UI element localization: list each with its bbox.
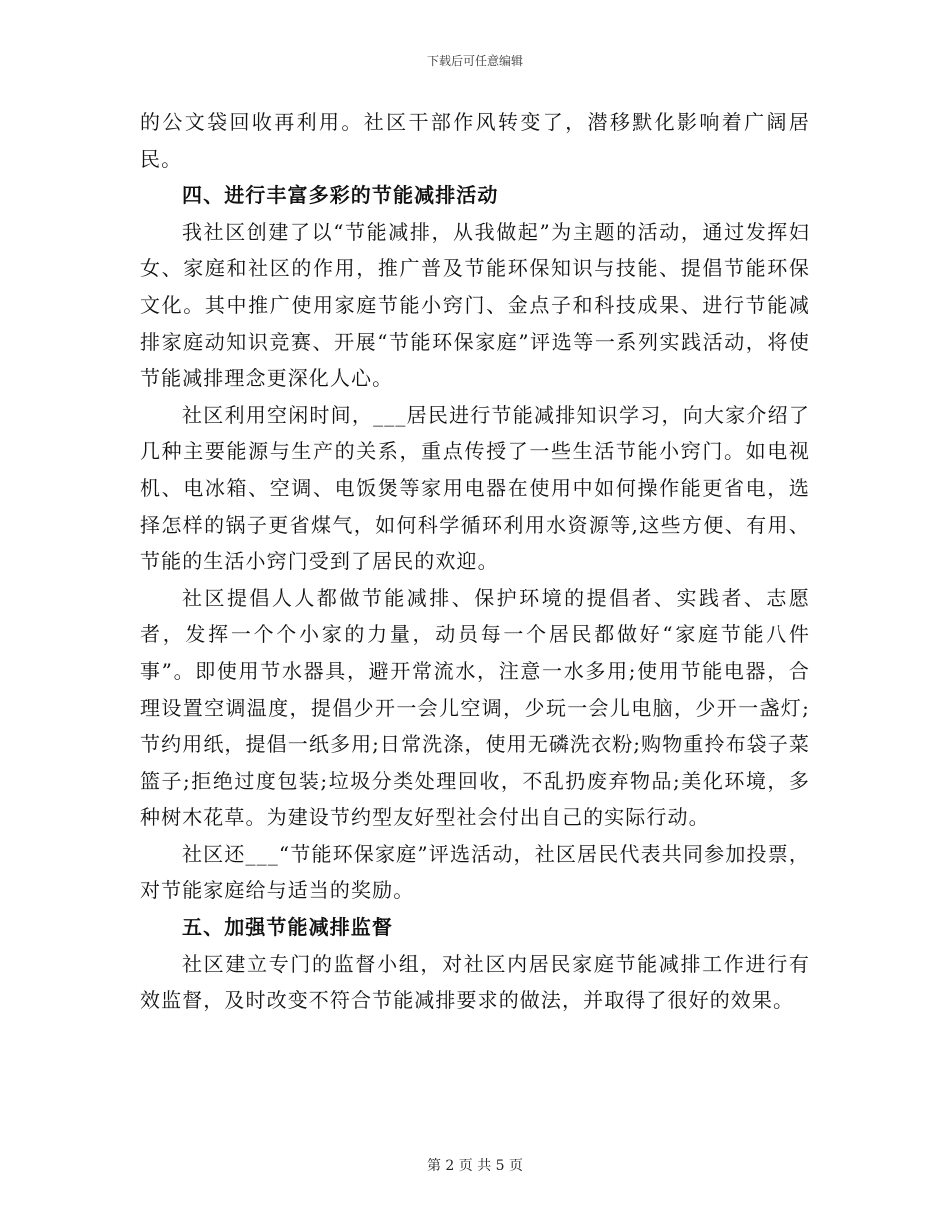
section-heading-4: 四、进行丰富多彩的节能减排活动 — [182, 183, 499, 208]
section-heading-5: 五、加强节能减排监督 — [182, 915, 393, 940]
page-header: 下载后可任意编辑 — [426, 54, 523, 68]
paragraph-continuation: 的公文袋回收再利用。社区干部作风转变了，潜移默化影响着广阔居民。 — [140, 110, 810, 171]
paragraph-supervision: 社区建立专门的监督小组，对社区内居民家庭节能减排工作进行有效监督，及时改变不符合节能减排要求的做法，并取得了很好的效果。 — [140, 951, 810, 1013]
document-body — [140, 104, 810, 1019]
paragraph-family-selection: 社区还___“节能环保家庭”评选活动，社区居民代表共同参加投票，对节能家庭给与适当的奖励。 — [140, 841, 810, 903]
paragraph-eight-things: 社区提倡人人都做节能减排、保护环境的提倡者、实践者、志愿者，发挥一个个小家的力量，动员每一个居民都做好“家庭节能八件事”。即使用节水器具，避开常流水，注意一水多用;使用节能电器，合理设置空调温度，提倡少开一会儿空调，少玩一会儿电脑，少开一盏灯;节约用纸，提倡一纸多用;日常洗涤，使用无磷洗衣粉;购物重拎布袋子菜篮子;拒绝过度包装;垃圾分类处理回收，不乱扔废弃物品;美化环境，多种树木花草。为建设节约型友好型社会付出自己的实际行动。 — [140, 585, 810, 830]
paragraph-activities: 我社区创建了以“节能减排，从我做起”为主题的活动，通过发挥妇女、家庭和社区的作用，推广普及节能环保知识与技能、提倡节能环保文化。其中推广使用家庭节能小窍门、金点子和科技成果、进行节能减排家庭动知识竞赛、开展“节能环保家庭”评选等一系列实践活动，将使节能减排理念更深化人心。 — [140, 219, 810, 391]
paragraph-knowledge-study: 社区利用空闲时间，___居民进行节能减排知识学习，向大家介绍了几种主要能源与生产的关系，重点传授了一些生活节能小窍门。如电视机、电冰箱、空调、电饭煲等家用电器在使用中如何操作能更省电，选择怎样的锅子更省煤气，如何科学循环利用水资源等,这些方便、有用、节能的生活小窍门受到了居民的欢迎。 — [140, 402, 810, 574]
page-number: 第 2 页 共 5 页 — [426, 1158, 524, 1174]
